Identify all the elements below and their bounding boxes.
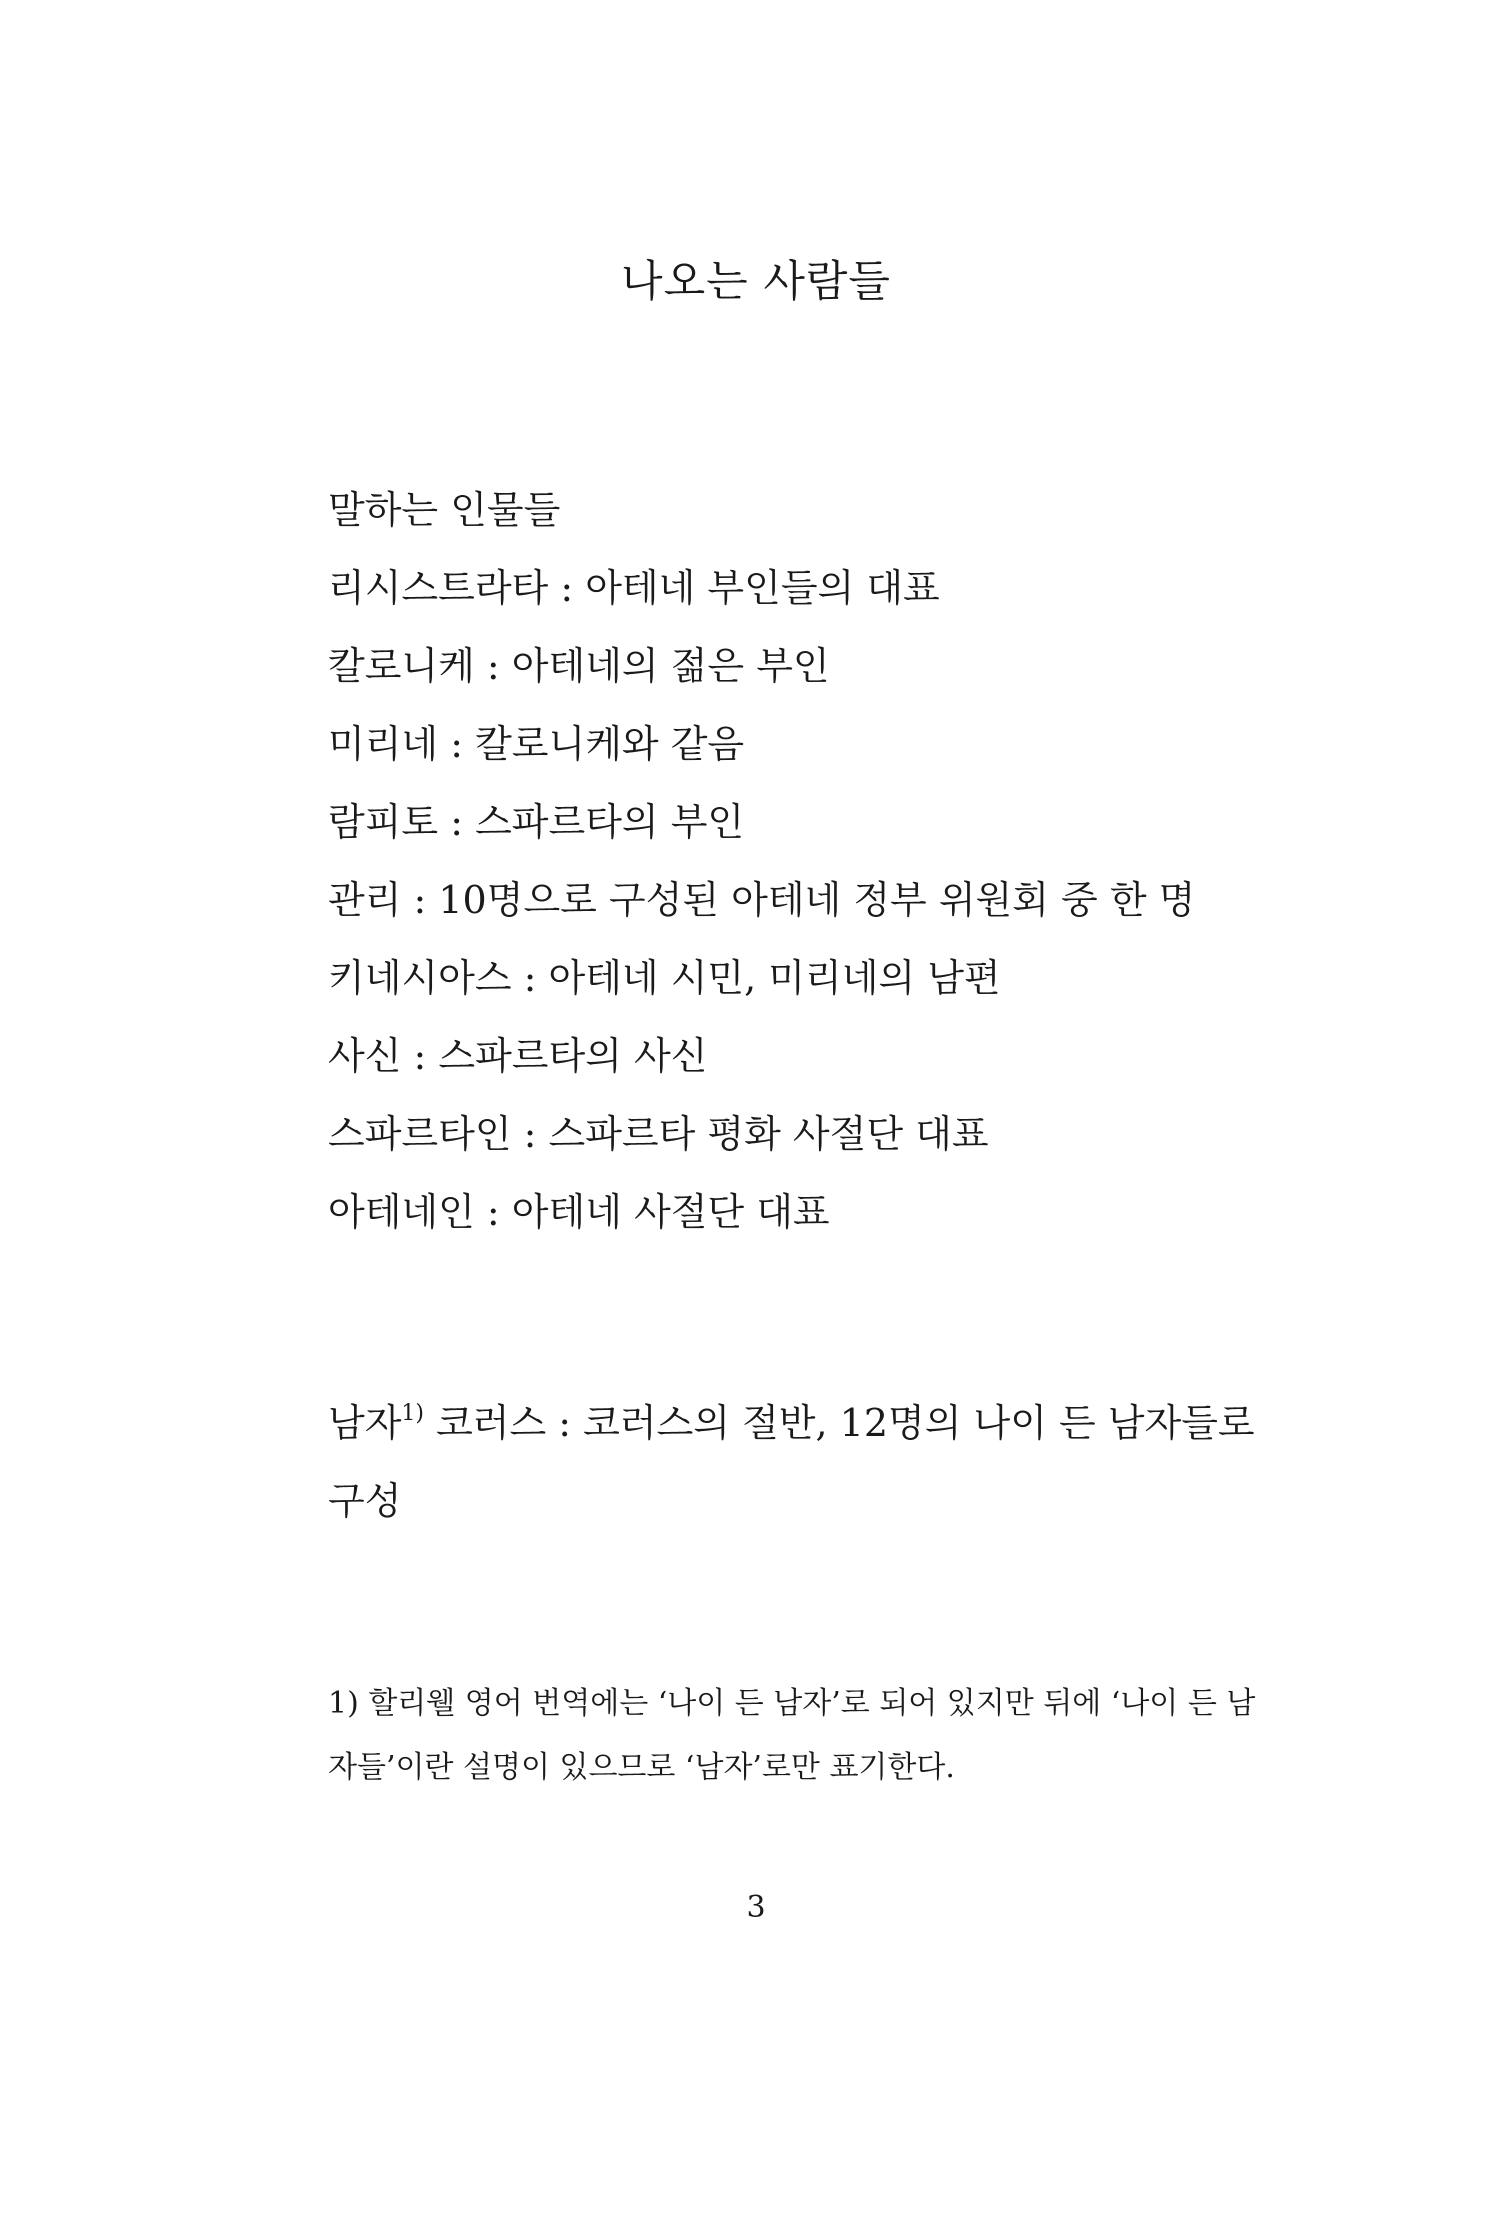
character-entry: 칼로니케 : 아테네의 젊은 부인 [328, 644, 830, 688]
page-content [328, 482, 1255, 1540]
character-entry: 리시스트라타 : 아테네 부인들의 대표 [328, 566, 940, 610]
character-entry: 관리 : 10명으로 구성된 아테네 정부 위원회 중 한 명 [328, 878, 1196, 922]
character-entry: 스파르타인 : 스파르타 평화 사절단 대표 [328, 1112, 989, 1156]
chorus-description: 코러스 : 코러스의 절반, 12명의 나이 든 남자들로 구성 [328, 1401, 1255, 1523]
chorus-name: 남자 [328, 1401, 402, 1445]
character-entry: 키네시아스 : 아테네 시민, 미리네의 남편 [328, 956, 1001, 1000]
character-entry: 사신 : 스파르타의 사신 [328, 1034, 708, 1078]
character-entry: 아테네인 : 아테네 사절단 대표 [328, 1190, 830, 1234]
character-list [328, 560, 1248, 1262]
footnote-marker: 1) [401, 1401, 425, 1426]
character-entry: 람피토 : 스파르타의 부인 [328, 800, 745, 844]
page-number: 3 [746, 1890, 766, 1925]
footnote: 1) 할리웰 영어 번역에는 ‘나이 든 남자’로 되어 있지만 뒤에 ‘나이 든 남자들’이란 설명이 있으므로 ‘남자’로만 표기한다. [328, 1686, 1256, 1785]
page-title: 나오는 사람들 [621, 257, 891, 307]
chorus-entry [328, 1384, 1258, 1540]
section-heading: 말하는 인물들 [328, 488, 561, 532]
character-entry: 미리네 : 칼로니케와 같음 [328, 722, 745, 766]
